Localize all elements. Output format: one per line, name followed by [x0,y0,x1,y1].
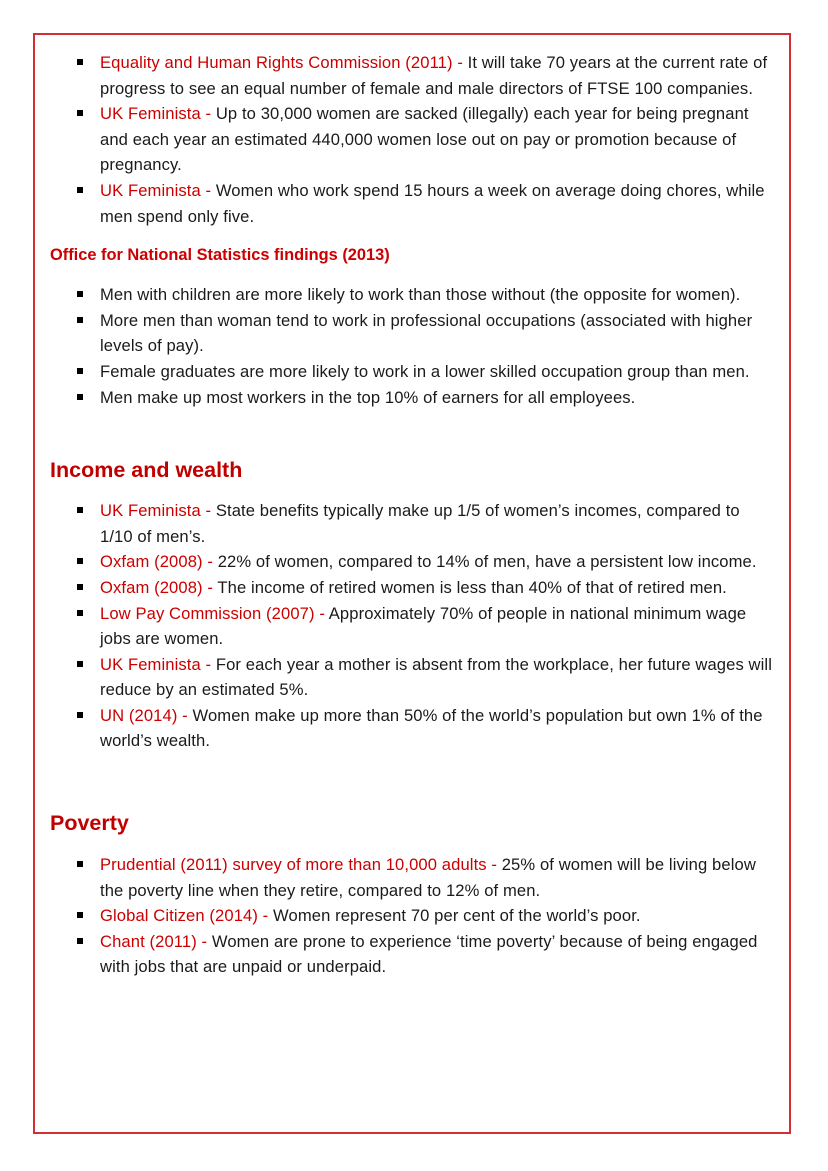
list-item [50,903,775,929]
square-bullet-icon [77,712,83,718]
finding-text: Women make up more than 50% of the world’s population but own 1% of the world’s wealth. [100,705,763,751]
list-item [50,498,775,549]
square-bullet-icon [77,912,83,918]
source-citation: UK Feminista - [100,104,212,124]
ons-heading: Office for National Statistics findings (2013) [50,246,390,265]
list-item [50,282,775,308]
list-item [50,601,775,652]
finding-text: Female graduates are more likely to work in a lower skilled occupation group than men. [100,361,750,381]
square-bullet-icon [77,291,83,297]
source-citation: Prudential (2011) survey of more than 10,000 adults - [100,855,498,875]
source-citation: UK Feminista - [100,180,212,200]
list-item [50,178,775,229]
finding-text: Women represent 70 per cent of the world’s poor. [268,906,641,926]
square-bullet-icon [77,558,83,564]
source-citation: Low Pay Commission (2007) - [100,603,325,623]
list-item [50,359,775,385]
square-bullet-icon [77,394,83,400]
square-bullet-icon [77,368,83,374]
source-citation: UK Feminista - [100,654,212,674]
square-bullet-icon [77,938,83,944]
list-item [50,652,775,703]
poverty-heading: Poverty [50,811,129,836]
source-citation: Chant (2011) - [100,931,208,951]
finding-text: Men with children are more likely to work than those without (the opposite for women). [100,285,741,305]
square-bullet-icon [77,661,83,667]
list-item [50,385,775,411]
list-item [50,929,775,980]
finding-text: More men than woman tend to work in professional occupations (associated with higher levels of pay). [100,310,753,356]
list-item [50,549,775,575]
finding-text: The income of retired women is less than 40% of that of retired men. [212,577,727,597]
square-bullet-icon [77,507,83,513]
list-item [50,852,775,903]
list-item [50,101,775,178]
square-bullet-icon [77,610,83,616]
finding-text: Up to 30,000 women are sacked (illegally) each year for being pregnant and each year an estimated 440,000 women lose out on pay or promotion because of pregnancy. [100,104,749,175]
list-item [50,308,775,359]
finding-text: 25% of women will be living below the poverty line when they retire, compared to 12% of men. [100,855,756,900]
finding-text: Approximately 70% of people in national minimum wage jobs are women. [100,603,747,649]
source-citation: Oxfam (2008) - [100,577,213,597]
top-findings-list [50,50,775,229]
ons-findings-list [50,282,775,410]
square-bullet-icon [77,59,83,65]
source-citation: Equality and Human Rights Commission (2011) - [100,53,463,72]
finding-text: Men make up most workers in the top 10% of earners for all employees. [100,387,636,407]
source-citation: Oxfam (2008) - [100,552,213,572]
finding-text: Women who work spend 15 hours a week on average doing chores, while men spend only five. [100,180,765,226]
list-item [50,575,775,601]
square-bullet-icon [77,187,83,193]
poverty-findings-list [50,852,775,980]
source-citation: UK Feminista - [100,501,212,521]
list-item [50,703,775,754]
income-findings-list [50,498,775,754]
square-bullet-icon [77,861,83,867]
finding-text: It will take 70 years at the current rate of progress to see an equal number of female and male directors of FTSE 100 companies. [100,53,768,98]
finding-text: 22% of women, compared to 14% of men, have a persistent low income. [212,552,757,572]
source-citation: Global Citizen (2014) - [100,906,269,926]
square-bullet-icon [77,317,83,323]
finding-text: State benefits typically make up 1/5 of women’s incomes, compared to 1/10 of men’s. [100,501,740,546]
document-content [50,50,775,980]
source-citation: UN (2014) - [100,705,188,725]
income-heading: Income and wealth [50,458,243,483]
list-item [50,50,775,101]
finding-text: For each year a mother is absent from the workplace, her future wages will reduce by an estimated 5%. [100,654,772,700]
square-bullet-icon [77,110,83,116]
square-bullet-icon [77,584,83,590]
finding-text: Women are prone to experience ‘time poverty’ because of being engaged with jobs that are unpaid or underpaid. [100,931,758,977]
